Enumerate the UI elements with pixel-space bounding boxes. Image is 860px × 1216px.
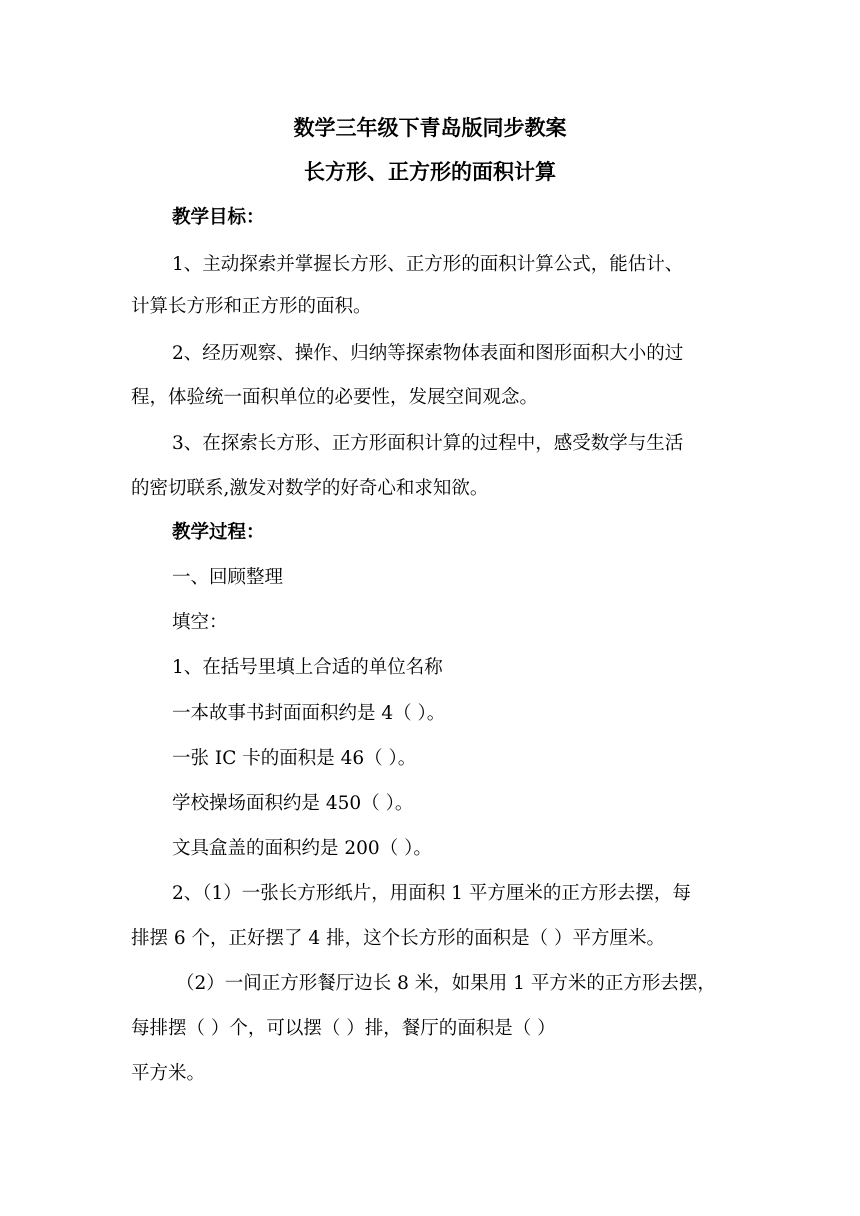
process-heading: 教学过程： <box>172 522 265 543</box>
question-1-item-1: 一本故事书封面面积约是 4（ ）。 <box>172 703 446 724</box>
document-subtitle: 长方形、正方形的面积计算 <box>304 160 556 184</box>
question-1-item-3: 学校操场面积约是 450（ ）。 <box>172 793 414 814</box>
objective-1-line-2: 计算长方形和正方形的面积。 <box>131 296 372 317</box>
question-2-part-2-line-1: （2）一间正方形餐厅边长 8 米，如果用 1 平方米的正方形去摆， <box>176 973 716 994</box>
objective-1-line-1: 1、主动探索并掌握长方形、正方形的面积计算公式，能估计、 <box>172 254 684 275</box>
section-review-heading: 一、回顾整理 <box>172 567 284 588</box>
question-2-part-1-line-1: 2、（1）一张长方形纸片，用面积 1 平方厘米的正方形去摆，每 <box>172 883 691 904</box>
question-2-part-1-line-2: 排摆 6 个，正好摆了 4 排，这个长方形的面积是（ ）平方厘米。 <box>131 928 665 949</box>
objective-3-line-1: 3、在探索长方形、正方形面积计算的过程中，感受数学与生活 <box>172 433 684 454</box>
fill-blank-label: 填空： <box>172 612 228 633</box>
objective-2-line-2: 程，体验统一面积单位的必要性，发展空间观念。 <box>131 387 539 408</box>
objectives-heading: 教学目标： <box>172 207 265 228</box>
question-1-item-2: 一张 IC 卡的面积是 46（ ）。 <box>172 748 417 769</box>
objective-3-line-2: 的密切联系,激发对数学的好奇心和求知欲。 <box>131 478 489 499</box>
question-2-part-2-line-3: 平方米。 <box>131 1063 206 1084</box>
question-1-item-4: 文具盒盖的面积约是 200（ ）。 <box>172 838 432 859</box>
question-1-prompt: 1、在括号里填上合适的单位名称 <box>172 657 443 678</box>
document-title: 数学三年级下青岛版同步教案 <box>293 116 567 140</box>
question-2-part-2-line-2: 每排摆（ ）个，可以摆（ ）排，餐厅的面积是（ ） <box>131 1018 556 1039</box>
objective-2-line-1: 2、经历观察、操作、归纳等探索物体表面和图形面积大小的过 <box>172 343 684 364</box>
